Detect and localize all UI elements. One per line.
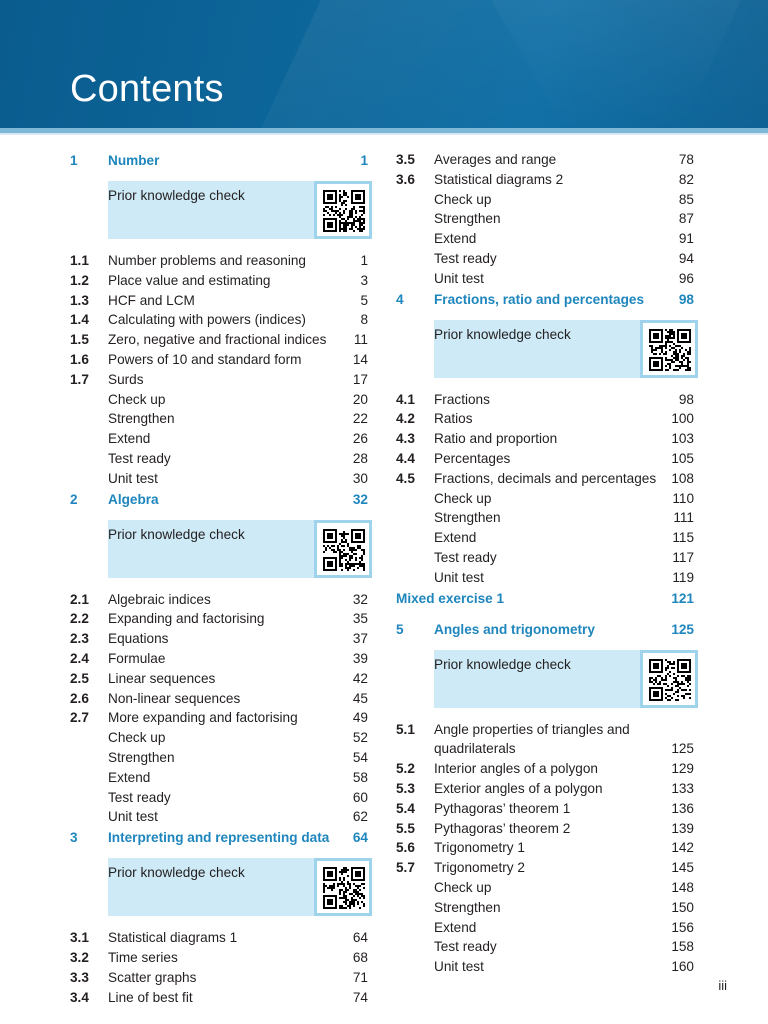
page-reference: 17 (352, 371, 368, 387)
section-number: 5.7 (396, 860, 415, 876)
section-title: Test ready (108, 789, 171, 805)
contents-entry[interactable] (70, 469, 370, 489)
contents-entry[interactable] (70, 748, 370, 768)
page-reference: 32 (352, 491, 368, 507)
page-reference: 11 (353, 332, 368, 348)
section-number: 5.5 (396, 820, 415, 836)
section-title: Pythagoras’ theorem 2 (434, 820, 571, 836)
section-title: Algebraic indices (108, 591, 211, 607)
section-number: 4.4 (396, 450, 415, 466)
page-reference: 96 (678, 270, 694, 286)
section-title: Percentages (434, 450, 511, 466)
contents-entry[interactable] (70, 291, 370, 311)
section-title: Ratio and proportion (434, 431, 558, 447)
section-number: 4.5 (396, 470, 415, 486)
section-title: Trigonometry 1 (434, 840, 525, 856)
section-title: Extend (434, 919, 477, 935)
section-number: 1.4 (70, 312, 89, 328)
section-title: Place value and estimating (108, 272, 271, 288)
section-number: 2.2 (70, 611, 89, 627)
section-title: Ratios (434, 411, 473, 427)
chapter-heading[interactable] (396, 289, 696, 320)
page-reference: 1 (360, 253, 368, 268)
page-reference: 98 (678, 291, 694, 307)
page-title: Contents (70, 68, 224, 110)
contents-entry[interactable] (70, 629, 370, 649)
contents-entry[interactable] (70, 988, 370, 1008)
section-title: Mixed exercise 1 (396, 590, 505, 606)
contents-entry[interactable] (396, 429, 696, 449)
contents-entry[interactable] (396, 957, 696, 977)
contents-entry[interactable] (396, 390, 696, 410)
section-title: Angles and trigonometry (434, 621, 595, 637)
page-reference: 103 (671, 431, 694, 447)
section-title: Calculating with powers (indices) (108, 312, 306, 328)
page-reference: 148 (671, 879, 694, 895)
contents-entry[interactable] (396, 508, 696, 528)
section-title: Strengthen (108, 411, 175, 427)
section-title: Unit test (434, 270, 484, 286)
qr-code-icon[interactable] (314, 858, 372, 916)
contents-entry[interactable] (70, 689, 370, 709)
contents-entry[interactable] (70, 350, 370, 370)
mixed-exercise-heading[interactable] (396, 588, 696, 619)
contents-entry[interactable] (70, 649, 370, 669)
contents-entry[interactable] (396, 898, 696, 918)
section-title: Extend (434, 231, 477, 247)
section-title: Trigonometry 2 (434, 860, 525, 876)
section-number: 4.2 (396, 411, 415, 427)
section-number: 5.4 (396, 800, 415, 816)
section-title: HCF and LCM (108, 292, 195, 308)
contents-entry[interactable] (396, 937, 696, 957)
contents-entry[interactable] (396, 150, 696, 170)
section-number: 1.2 (70, 272, 89, 288)
chapter-heading[interactable] (396, 619, 696, 650)
page-reference: 39 (352, 650, 368, 666)
page-reference: 42 (352, 670, 368, 686)
section-title: Surds (108, 371, 144, 387)
contents-entry[interactable] (396, 878, 696, 898)
page-reference: 121 (671, 590, 694, 606)
section-title: Fractions, ratio and percentages (434, 291, 645, 307)
page-reference: 150 (671, 899, 694, 915)
section-title: Test ready (434, 939, 497, 955)
contents-entry[interactable] (70, 948, 370, 968)
page-reference: 142 (671, 840, 694, 856)
contents-entry[interactable] (70, 330, 370, 350)
section-title: Pythagoras’ theorem 1 (434, 800, 571, 816)
page-reference: 58 (352, 769, 368, 785)
page-reference: 49 (352, 710, 368, 726)
page-reference: 54 (352, 749, 368, 765)
page-reference: 52 (352, 730, 368, 746)
section-title: Strengthen (434, 510, 501, 526)
contents-entry[interactable] (396, 819, 696, 839)
section-number: 2 (70, 491, 78, 507)
section-title: Unit test (108, 809, 158, 825)
contents-entry[interactable] (396, 489, 696, 509)
section-title: Expanding and factorising (108, 611, 265, 627)
section-number: 3.4 (70, 989, 89, 1005)
page-reference: 125 (671, 741, 694, 757)
prior-knowledge-check-box (108, 520, 372, 578)
contents-column-left (70, 150, 370, 1007)
section-number: 1 (70, 153, 78, 168)
prior-knowledge-check-label: Prior knowledge check (108, 188, 245, 203)
section-number: 2.5 (70, 670, 89, 686)
contents-entry[interactable] (70, 968, 370, 988)
page-reference: 98 (678, 391, 694, 407)
page-reference: 3 (360, 272, 368, 288)
contents-entry[interactable] (396, 528, 696, 548)
section-title: Algebra (108, 491, 159, 507)
section-title: Check up (434, 490, 492, 506)
section-title: Fractions, decimals and percentages (434, 470, 657, 486)
page-reference: 64 (352, 930, 368, 946)
page-reference: 85 (678, 191, 694, 207)
contents-entry[interactable] (396, 838, 696, 858)
page-reference: 22 (352, 411, 368, 427)
chapter-heading[interactable] (70, 489, 370, 520)
qr-code-icon[interactable] (640, 650, 698, 708)
section-title: Strengthen (434, 211, 501, 227)
page-reference: 78 (678, 152, 694, 167)
prior-knowledge-check-label: Prior knowledge check (108, 526, 245, 542)
page-reference: 74 (352, 989, 368, 1005)
page-reference: 82 (678, 171, 694, 187)
section-title: Extend (434, 530, 477, 546)
page-reference: 26 (352, 431, 368, 447)
section-title: Statistical diagrams 1 (108, 930, 238, 946)
section-number: 2.1 (70, 591, 89, 607)
page-reference: 115 (672, 530, 694, 546)
section-title: Statistical diagrams 2 (434, 171, 564, 187)
section-number: 5 (396, 621, 404, 637)
header-banner (0, 0, 768, 128)
page-reference: 108 (671, 470, 694, 486)
section-title: Interpreting and representing data (108, 830, 330, 846)
page-reference: 111 (673, 510, 694, 526)
page-reference: 94 (678, 250, 694, 266)
contents-column-right (396, 150, 696, 977)
contents-entry[interactable] (396, 799, 696, 819)
section-number: 5.2 (396, 761, 415, 777)
page-reference: 158 (671, 939, 694, 955)
page-reference: 156 (671, 919, 694, 935)
section-number: 1.6 (70, 351, 89, 367)
section-title: Unit test (434, 569, 484, 585)
contents-entry[interactable] (396, 170, 696, 190)
section-title: More expanding and factorising (108, 710, 298, 726)
section-title: Linear sequences (108, 670, 216, 686)
contents-entry[interactable] (396, 548, 696, 568)
contents-entry[interactable] (70, 390, 370, 410)
section-title: Number (108, 153, 160, 168)
section-title: Interior angles of a polygon (434, 761, 598, 777)
section-number: 2.7 (70, 710, 89, 726)
section-title: Non-linear sequences (108, 690, 241, 706)
section-title: Check up (108, 730, 166, 746)
contents-entry[interactable] (396, 759, 696, 779)
section-title: Strengthen (434, 899, 501, 915)
page-reference: 68 (352, 949, 368, 965)
contents-entry[interactable] (70, 708, 370, 728)
contents-entry[interactable] (70, 609, 370, 629)
contents-entry[interactable] (70, 728, 370, 748)
section-title: Formulae (108, 650, 166, 666)
contents-entry[interactable] (70, 928, 370, 948)
section-number: 3.3 (70, 969, 89, 985)
contents-entry[interactable] (396, 229, 696, 249)
page-reference: 100 (671, 411, 694, 427)
contents-entry[interactable] (70, 449, 370, 469)
contents-entry[interactable] (70, 669, 370, 689)
section-title: Averages and range (434, 152, 557, 167)
page-reference: 45 (352, 690, 368, 706)
page-reference: 37 (352, 631, 368, 647)
contents-entry[interactable] (396, 918, 696, 938)
page-reference: 5 (360, 292, 368, 308)
section-title: Check up (108, 391, 166, 407)
chapter-heading[interactable] (70, 827, 370, 858)
section-title: Fractions (434, 391, 490, 407)
section-title: Exterior angles of a polygon (434, 780, 603, 796)
prior-knowledge-check-label: Prior knowledge check (108, 865, 245, 881)
section-number: 4.3 (396, 431, 415, 447)
page-reference: 28 (352, 450, 368, 466)
qr-code-icon[interactable] (314, 520, 372, 578)
contents-entry[interactable] (396, 858, 696, 878)
section-number: 3 (70, 830, 78, 846)
section-number: 1.1 (70, 253, 89, 268)
contents-entry[interactable] (396, 190, 696, 210)
prior-knowledge-check-label: Prior knowledge check (434, 656, 571, 672)
section-number: 3.6 (396, 171, 415, 187)
page-reference: 30 (352, 470, 368, 486)
page-reference: 64 (352, 830, 368, 846)
page-reference: 160 (671, 959, 694, 975)
section-title: Test ready (434, 549, 497, 565)
section-title: Zero, negative and fractional indices (108, 332, 327, 348)
section-number: 1.3 (70, 292, 89, 308)
page-reference: 129 (671, 761, 694, 777)
page-reference: 1 (360, 153, 368, 168)
page-reference: 110 (672, 490, 694, 506)
section-number: 4.1 (396, 391, 415, 407)
section-number: 1.7 (70, 371, 89, 387)
section-title: Powers of 10 and standard form (108, 351, 302, 367)
section-number: 3.2 (70, 949, 89, 965)
page-reference: 117 (672, 549, 694, 565)
qr-code-icon[interactable] (314, 181, 372, 239)
contents-entry[interactable] (396, 568, 696, 588)
contents-entry[interactable] (70, 788, 370, 808)
section-title: Unit test (108, 470, 158, 486)
prior-knowledge-check-box (108, 181, 372, 239)
page-reference: 32 (352, 591, 368, 607)
section-number: 3.5 (396, 152, 415, 167)
contents-entry[interactable] (70, 768, 370, 788)
section-title: Test ready (108, 450, 171, 466)
page-reference: 20 (352, 391, 368, 407)
page-reference: 71 (352, 969, 368, 985)
section-number: 1.5 (70, 332, 89, 348)
contents-entry[interactable] (70, 429, 370, 449)
page-reference: 35 (352, 611, 368, 627)
prior-knowledge-check-box (434, 320, 698, 378)
contents-entry[interactable] (396, 269, 696, 289)
contents-entry[interactable] (396, 209, 696, 229)
page-reference: 60 (352, 789, 368, 805)
page-reference: 136 (671, 800, 694, 816)
page-reference: 105 (671, 450, 694, 466)
section-title: Line of best fit (108, 989, 193, 1005)
page-reference: 125 (671, 621, 694, 637)
section-number: 4 (396, 291, 404, 307)
section-title: Check up (434, 191, 492, 207)
chapter-heading[interactable] (70, 150, 370, 181)
page-number: iii (718, 978, 727, 993)
section-title: Strengthen (108, 749, 175, 765)
section-number: 3.1 (70, 930, 89, 946)
prior-knowledge-check-box (108, 858, 372, 916)
contents-entry[interactable] (70, 807, 370, 827)
contents-entry[interactable] (396, 469, 696, 489)
page-reference: 139 (671, 820, 694, 836)
page-reference: 119 (672, 569, 694, 585)
contents-entry[interactable] (396, 449, 696, 469)
section-title: Equations (108, 631, 169, 647)
prior-knowledge-check-label: Prior knowledge check (434, 326, 571, 342)
section-title: Time series (108, 949, 178, 965)
section-title: Extend (108, 431, 151, 447)
page-reference: 145 (671, 860, 694, 876)
section-title: Check up (434, 879, 492, 895)
contents-entry[interactable] (396, 409, 696, 429)
contents-entry[interactable] (70, 271, 370, 291)
section-title: Unit test (434, 959, 484, 975)
page-reference: 8 (360, 312, 368, 328)
header-divider (0, 133, 768, 135)
contents-entry[interactable] (70, 370, 370, 390)
page-reference: 91 (678, 231, 694, 247)
contents-entry[interactable] (70, 590, 370, 610)
page-reference: 87 (678, 211, 694, 227)
section-title: Extend (108, 769, 151, 785)
section-number: 2.6 (70, 690, 89, 706)
prior-knowledge-check-box (434, 650, 698, 708)
page-reference: 62 (352, 809, 368, 825)
section-title: Scatter graphs (108, 969, 197, 985)
section-number: 2.3 (70, 631, 89, 647)
contents-entry[interactable] (70, 409, 370, 429)
section-title: Angle properties of triangles and quadrilaterals (434, 721, 630, 757)
contents-entry[interactable] (396, 720, 696, 760)
section-title: Test ready (434, 250, 497, 266)
section-number: 5.3 (396, 780, 415, 796)
contents-entry[interactable] (396, 249, 696, 269)
qr-code-icon[interactable] (640, 320, 698, 378)
section-number: 5.1 (396, 721, 415, 737)
section-title: Number problems and reasoning (108, 253, 306, 268)
page-reference: 14 (352, 351, 368, 367)
contents-entry[interactable] (70, 251, 370, 271)
page-reference: 133 (671, 780, 694, 796)
section-number: 2.4 (70, 650, 89, 666)
section-number: 5.6 (396, 840, 415, 856)
contents-entry[interactable] (70, 310, 370, 330)
contents-entry[interactable] (396, 779, 696, 799)
